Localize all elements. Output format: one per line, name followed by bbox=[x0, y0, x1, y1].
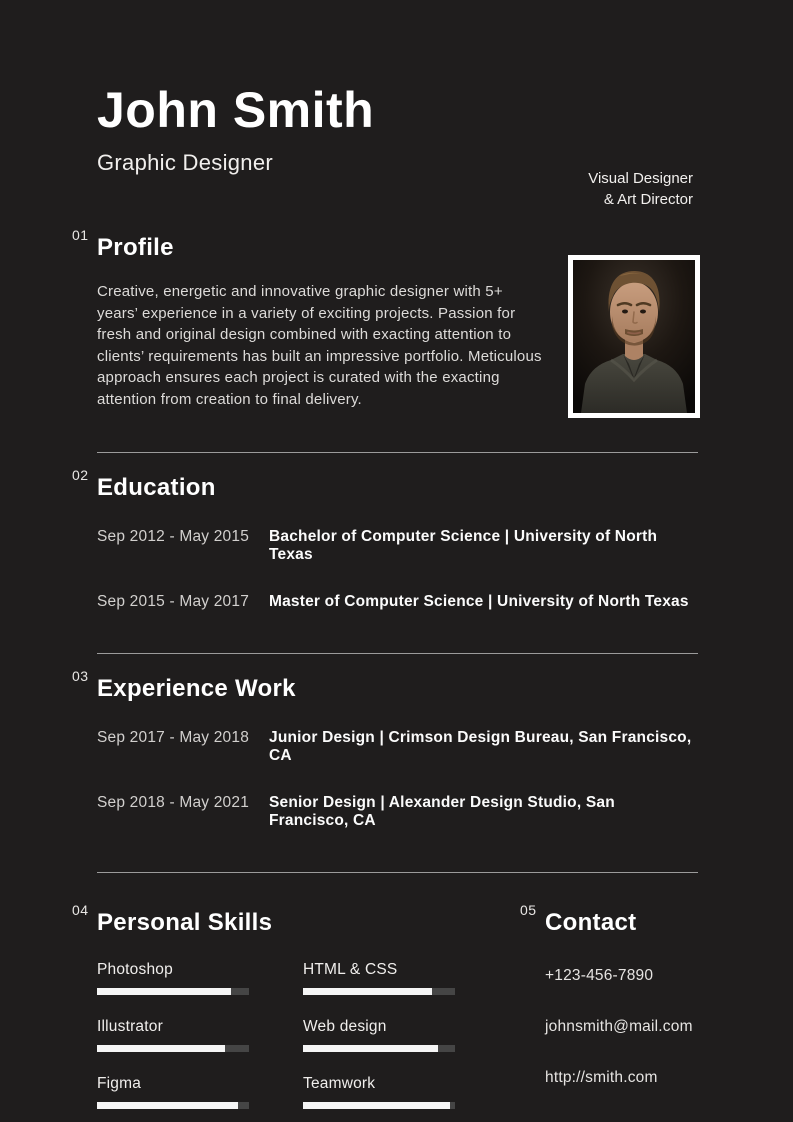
divider bbox=[97, 452, 698, 453]
skill-bar bbox=[303, 988, 455, 995]
education-section-title: Education bbox=[97, 474, 216, 501]
skill-bar-fill bbox=[97, 988, 231, 995]
profile-section-number: 01 bbox=[72, 227, 89, 243]
experience-rows bbox=[97, 729, 698, 830]
experience-dates: Sep 2018 - May 2021 bbox=[97, 794, 250, 811]
skill-label: Web design bbox=[303, 1018, 387, 1035]
divider bbox=[97, 653, 698, 654]
divider bbox=[97, 872, 698, 873]
profile-photo bbox=[568, 255, 700, 418]
contact-heading bbox=[520, 902, 693, 937]
skill-label: Figma bbox=[97, 1075, 142, 1092]
education-rows bbox=[97, 528, 698, 611]
education-detail: Bachelor of Computer Science | University of North Texas bbox=[269, 528, 658, 563]
tagline-line-1: Visual Designer bbox=[588, 170, 693, 187]
section-skills bbox=[72, 902, 455, 1120]
skill-label: Photoshop bbox=[97, 961, 173, 978]
contact-phone: +123-456-7890 bbox=[545, 967, 654, 984]
contact-items bbox=[545, 967, 693, 1087]
skill-item bbox=[97, 1075, 249, 1109]
skills-heading bbox=[72, 902, 455, 937]
section-experience bbox=[72, 668, 698, 830]
skill-item bbox=[97, 1018, 249, 1052]
experience-detail: Senior Design | Alexander Design Studio, San Francisco, CA bbox=[269, 794, 615, 829]
skill-bar-fill bbox=[97, 1102, 238, 1109]
skill-item bbox=[303, 961, 455, 995]
skill-bar bbox=[303, 1045, 455, 1052]
skill-bar bbox=[97, 988, 249, 995]
contact-website: http://smith.com bbox=[545, 1069, 658, 1086]
experience-row bbox=[97, 794, 698, 830]
tagline-line-2: & Art Director bbox=[603, 191, 693, 208]
education-row bbox=[97, 528, 698, 564]
education-heading bbox=[72, 467, 698, 502]
skill-label: Teamwork bbox=[303, 1075, 376, 1092]
person-role: Graphic Designer bbox=[97, 150, 273, 175]
experience-section-number: 03 bbox=[72, 668, 89, 684]
education-row bbox=[97, 593, 698, 611]
skills-grid bbox=[97, 961, 455, 1109]
experience-row bbox=[97, 729, 698, 765]
bottom-columns bbox=[72, 902, 698, 1120]
skill-bar bbox=[97, 1102, 249, 1109]
profile-section-title: Profile bbox=[97, 234, 174, 261]
experience-heading bbox=[72, 668, 698, 703]
skill-bar-fill bbox=[303, 988, 432, 995]
education-section-number: 02 bbox=[72, 467, 89, 483]
education-dates: Sep 2015 - May 2017 bbox=[97, 593, 250, 610]
skill-bar-fill bbox=[303, 1102, 450, 1109]
experience-detail: Junior Design | Crimson Design Bureau, San Francisco, CA bbox=[269, 729, 692, 764]
contact-email: johnsmith@mail.com bbox=[545, 1018, 693, 1035]
contact-section-title: Contact bbox=[545, 909, 637, 936]
skill-item bbox=[303, 1075, 455, 1109]
skills-section-number: 04 bbox=[72, 902, 89, 918]
education-dates: Sep 2012 - May 2015 bbox=[97, 528, 250, 545]
profile-photo-illustration bbox=[573, 260, 695, 413]
skills-section-title: Personal Skills bbox=[97, 909, 273, 936]
skill-bar-fill bbox=[303, 1045, 438, 1052]
skill-label: Illustrator bbox=[97, 1018, 163, 1035]
experience-dates: Sep 2017 - May 2018 bbox=[97, 729, 250, 746]
skill-bar bbox=[303, 1102, 455, 1109]
skill-label: HTML & CSS bbox=[303, 961, 398, 978]
section-contact bbox=[520, 902, 693, 1120]
person-name: John Smith bbox=[97, 82, 375, 138]
skill-item bbox=[303, 1018, 455, 1052]
tagline bbox=[588, 168, 693, 210]
skill-item bbox=[97, 961, 249, 995]
experience-section-title: Experience Work bbox=[97, 675, 296, 702]
skill-bar-fill bbox=[97, 1045, 225, 1052]
contact-section-number: 05 bbox=[520, 902, 537, 918]
education-detail: Master of Computer Science | University of North Texas bbox=[269, 593, 689, 610]
skill-bar bbox=[97, 1045, 249, 1052]
section-education bbox=[72, 467, 698, 611]
profile-paragraph: Creative, energetic and innovative graphic designer with 5+ years’ experience in a variety of exciting projects. Passion for fresh and original design combined with exacting attention to clients’ requirements has built an impressive portfolio. Meticulous approach ensures each project is curated with the exacting attention from creation to final delivery. bbox=[97, 283, 542, 408]
